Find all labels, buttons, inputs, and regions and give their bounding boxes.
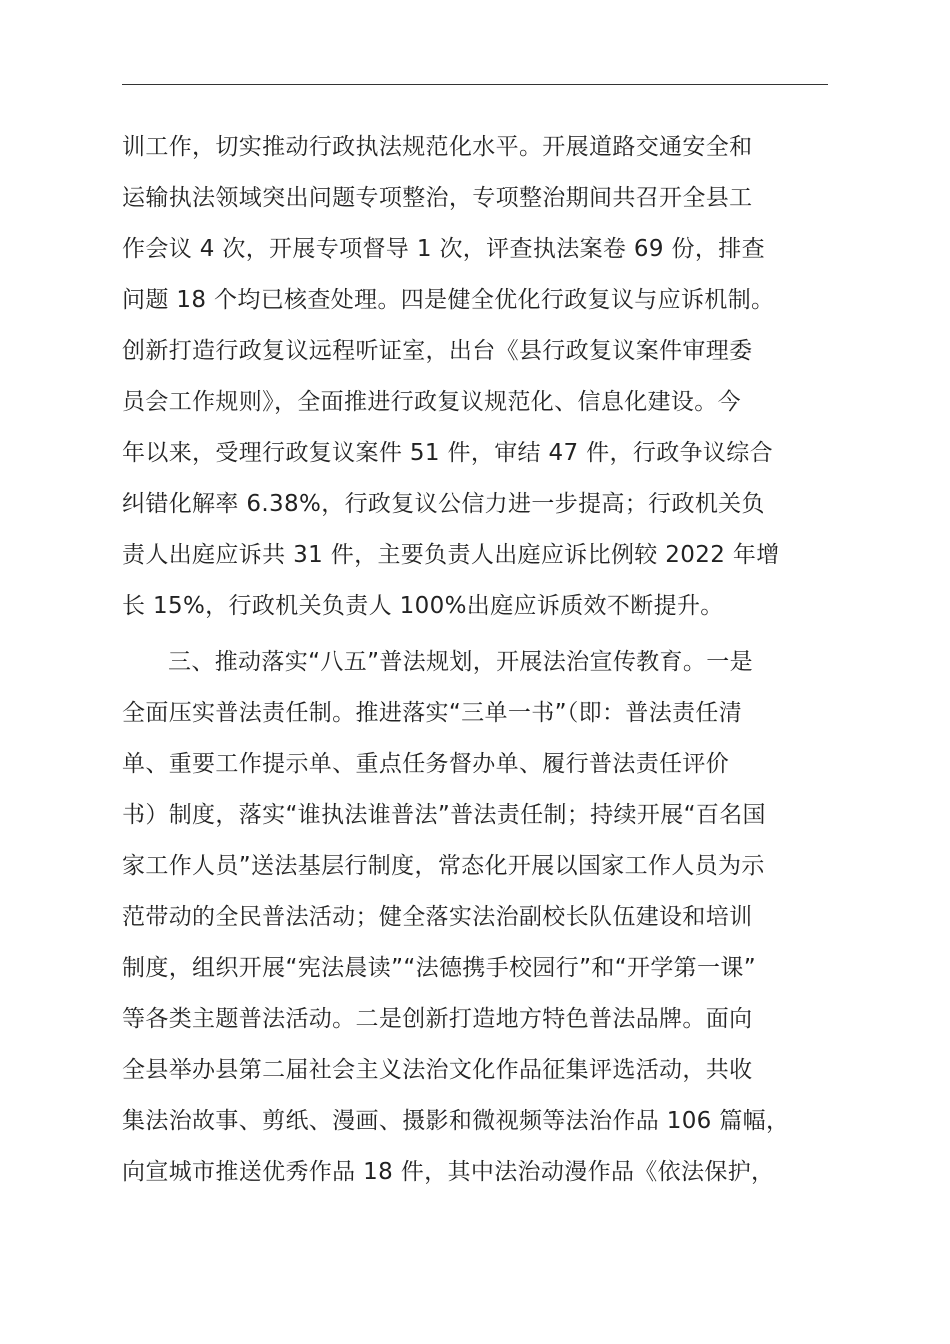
text-line: 等各类主题普法活动。二是创新打造地方特色普法品牌。面向 bbox=[122, 1006, 753, 1032]
header-rule bbox=[122, 84, 828, 85]
text-line: 运输执法领域突出问题专项整治，专项整治期间共召开全县工 bbox=[122, 185, 753, 211]
text-line: 纠错化解率 6.38%，行政复议公信力进一步提高；行政机关负 bbox=[122, 491, 765, 517]
text-line: 单、重要工作提示单、重点任务督办单、履行普法责任评价 bbox=[122, 751, 730, 777]
text-line: 问题 18 个均已核查处理。四是健全优化行政复议与应诉机制。 bbox=[122, 287, 775, 313]
paragraph-2 bbox=[122, 637, 842, 1198]
paragraph-1 bbox=[122, 122, 842, 632]
text-line: 员会工作规则》，全面推进行政复议规范化、信息化建设。今 bbox=[122, 389, 741, 415]
text-line: 训工作，切实推动行政执法规范化水平。开展道路交通安全和 bbox=[122, 134, 753, 160]
text-line: 制度，组织开展“宪法晨读”“法德携手校园行”和“开学第一课” bbox=[122, 955, 756, 981]
text-line: 长 15%，行政机关负责人 100%出庭应诉质效不断提升。 bbox=[122, 593, 724, 619]
text-line: 创新打造行政复议远程听证室，出台《县行政复议案件审理委 bbox=[122, 338, 753, 364]
text-line: 全面压实普法责任制。推进落实“三单一书”（即：普法责任清 bbox=[122, 700, 743, 726]
text-line: 年以来，受理行政复议案件 51 件，审结 47 件，行政争议综合 bbox=[122, 440, 773, 466]
text-line: 范带动的全民普法活动；健全落实法治副校长队伍建设和培训 bbox=[122, 904, 753, 930]
text-line: 三、推动落实“八五”普法规划，开展法治宣传教育。一是 bbox=[168, 649, 753, 675]
text-line: 作会议 4 次，开展专项督导 1 次，评查执法案卷 69 份，排查 bbox=[122, 236, 765, 262]
text-line: 全县举办县第二届社会主义法治文化作品征集评选活动，共收 bbox=[122, 1057, 753, 1083]
text-line: 向宣城市推送优秀作品 18 件，其中法治动漫作品《依法保护， bbox=[122, 1159, 775, 1185]
text-line: 责人出庭应诉共 31 件，主要负责人出庭应诉比例较 2022 年增 bbox=[122, 542, 780, 568]
text-line: 家工作人员”送法基层行制度，常态化开展以国家工作人员为示 bbox=[122, 853, 765, 879]
text-line: 集法治故事、剪纸、漫画、摄影和微视频等法治作品 106 篇幅， bbox=[122, 1108, 790, 1134]
text-line: 书）制度，落实“谁执法谁普法”普法责任制；持续开展“百名国 bbox=[122, 802, 766, 828]
